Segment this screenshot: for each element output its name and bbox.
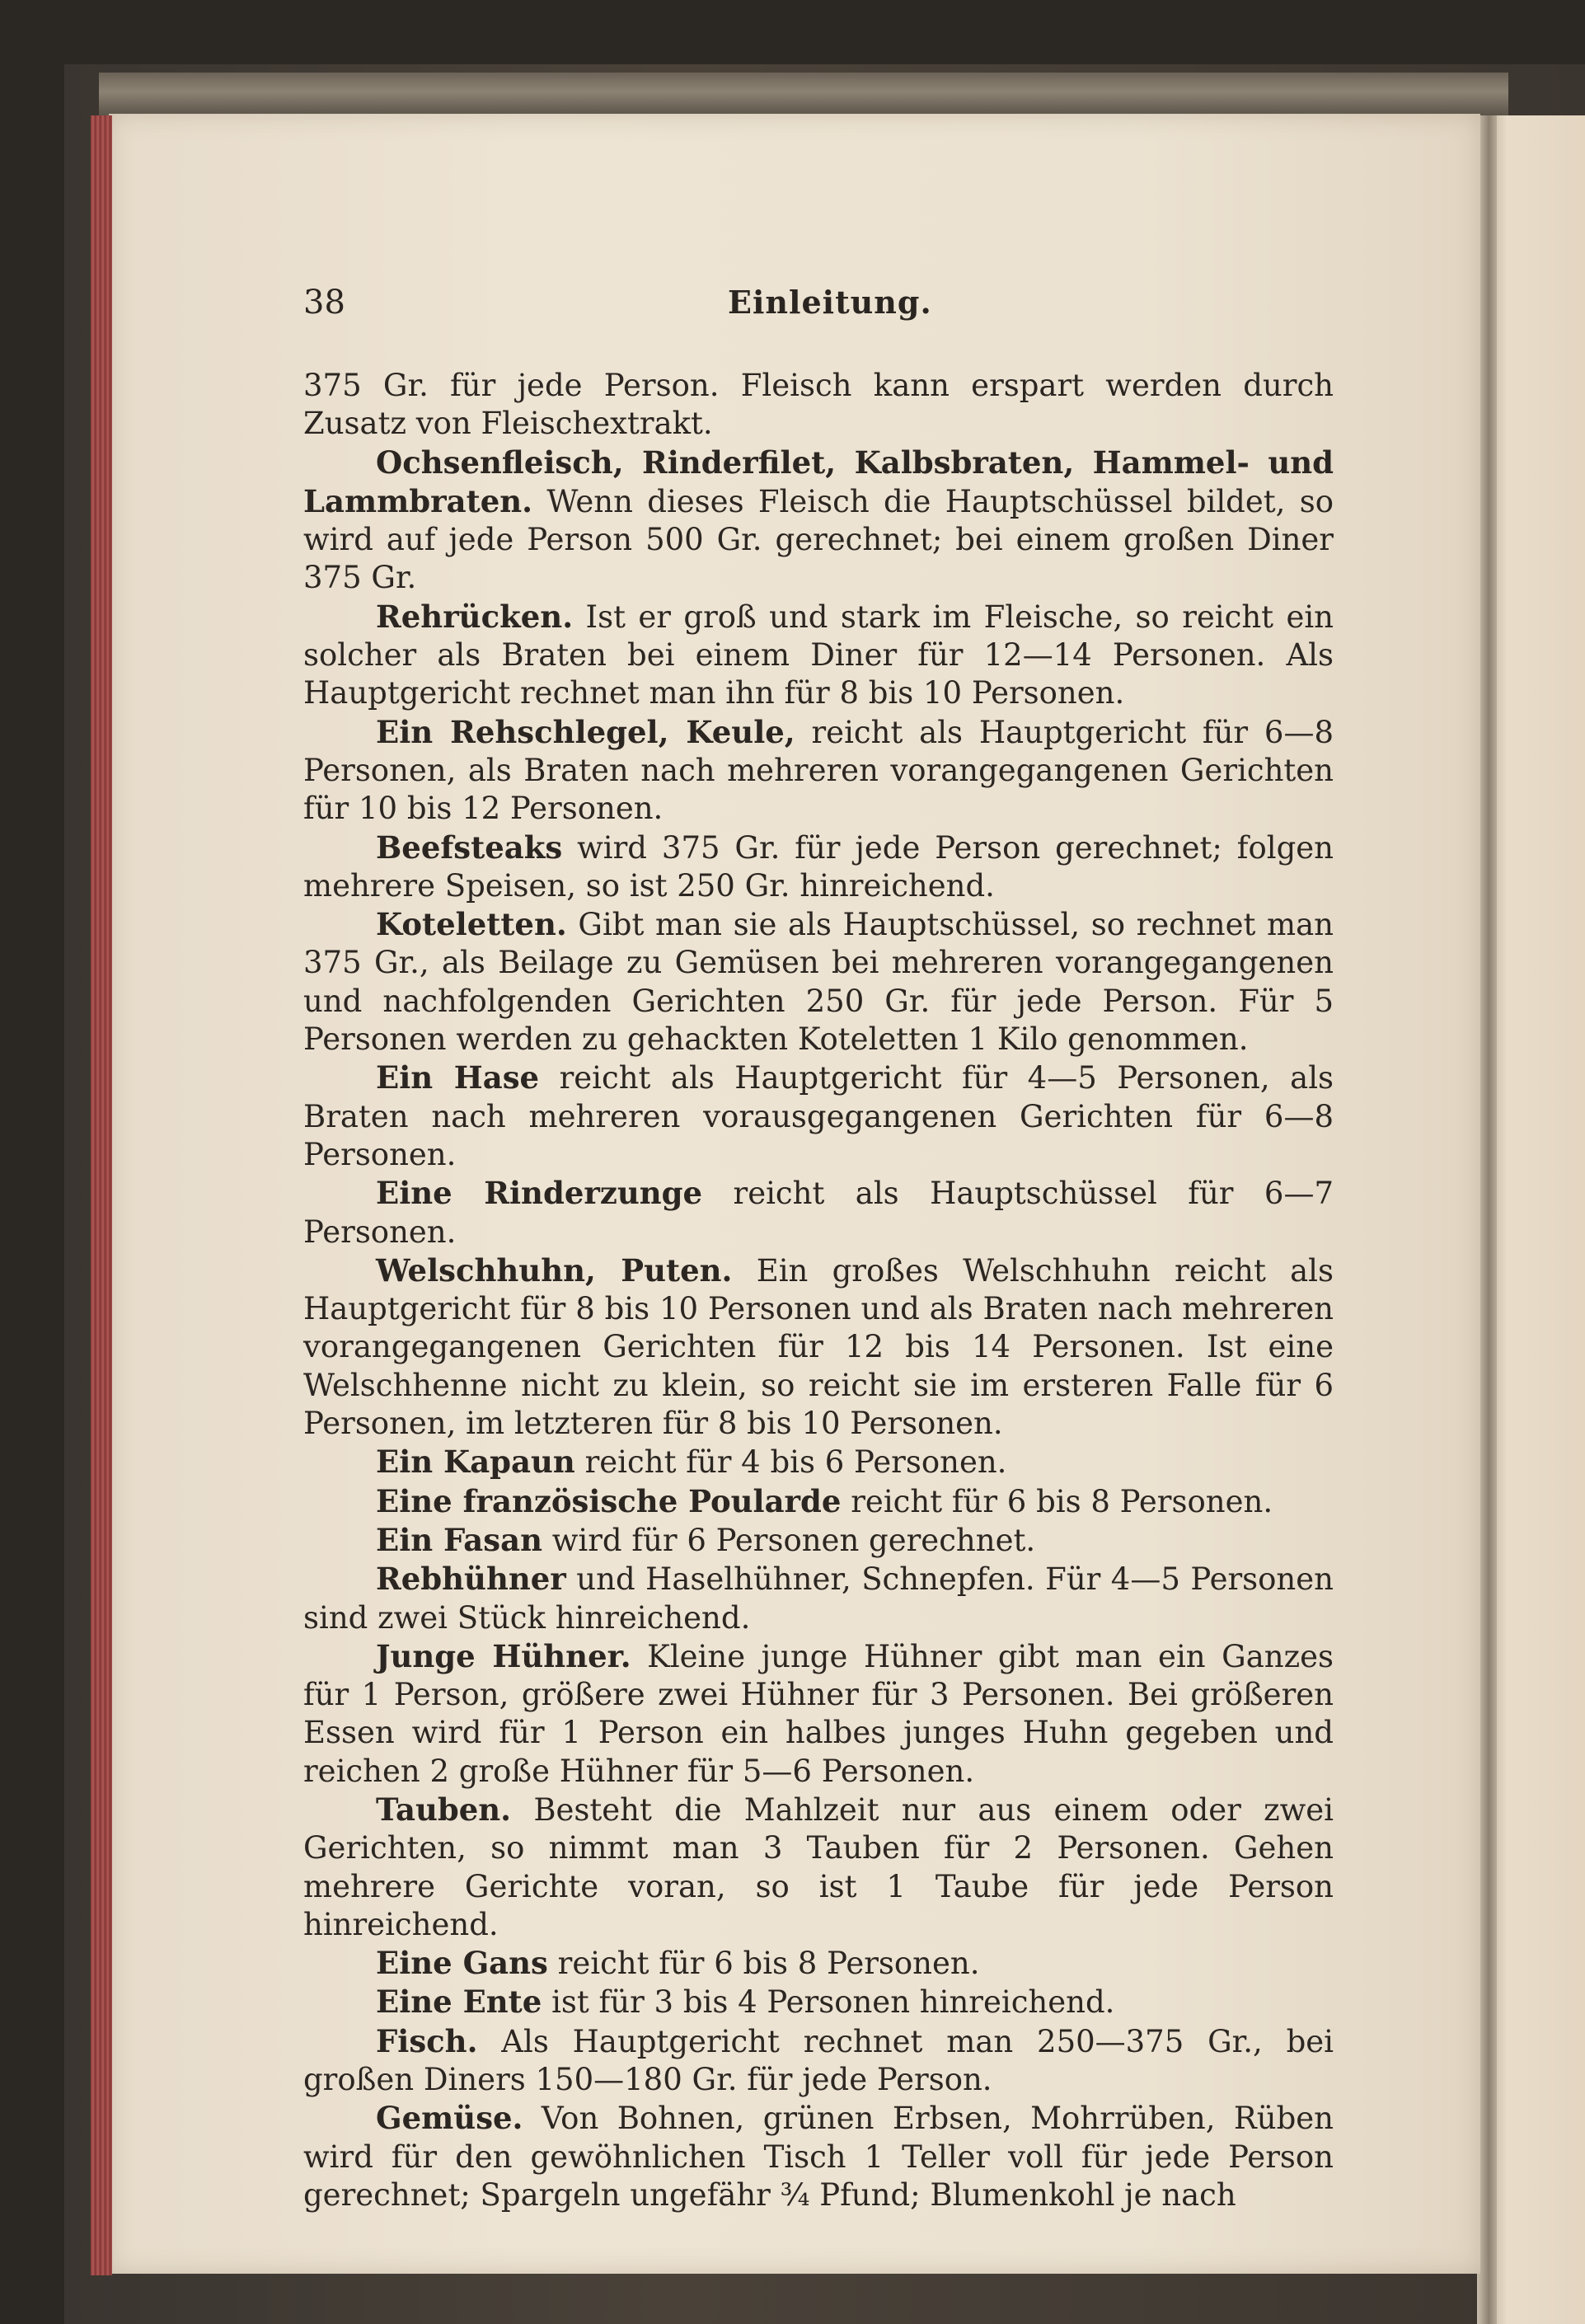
paragraph-text: wird 375 Gr. für jede Person gerechnet; folgen mehrere Speisen, so ist 250 Gr. hinreichend. xyxy=(303,829,1334,904)
facing-page-edge xyxy=(1490,115,1585,2324)
paragraph-text: reicht als Hauptgericht für 6—8 Personen, als Braten nach mehreren vorangegangenen Gerichten für 10 bis 12 Personen. xyxy=(303,714,1334,827)
entry-term: Rehrücken. xyxy=(376,598,574,635)
paragraph-12 xyxy=(303,1560,1334,1637)
paragraph-17 xyxy=(303,2022,1334,2100)
entry-term: Fisch. xyxy=(376,2022,478,2059)
page-body xyxy=(303,367,1334,2214)
entry-term: Eine französische Poularde xyxy=(376,1482,842,1519)
paragraph-text: Gibt man sie als Hauptschüssel, so rechnet man 375 Gr., als Beilage zu Gemüsen bei mehreren vorangegangenen und nachfolgenden Gerichten 250 Gr. für jede Person. Für 5 Personen werden zu gehackten Koteletten 1 Kilo genommen. xyxy=(303,907,1334,1058)
paragraph-text: Als Hauptgericht rechnet man 250—375 Gr., bei großen Diners 150—180 Gr. für jede Person. xyxy=(303,2023,1334,2098)
paragraph-16 xyxy=(303,1983,1334,2021)
paragraph-13 xyxy=(303,1637,1334,1791)
entry-term: Eine Rinderzunge xyxy=(376,1175,703,1212)
paragraph-text: ist für 3 bis 4 Personen hinreichend. xyxy=(551,1984,1115,2021)
entry-term: Ein Fasan xyxy=(376,1521,542,1558)
paragraph-text: wird für 6 Personen gerechnet. xyxy=(551,1522,1036,1558)
paragraph-text: reicht für 6 bis 8 Personen. xyxy=(851,1483,1273,1519)
paragraph-14 xyxy=(303,1791,1334,1944)
paragraph-18 xyxy=(303,2099,1334,2214)
paragraph-text: Ist er groß und stark im Fleische, so reicht ein solcher als Braten bei einem Diner für 12—14 Personen. Als Hauptgericht rechnet man ihn für 8 bis 10 Personen. xyxy=(303,599,1334,711)
entry-term: Welschhuhn, Puten. xyxy=(376,1251,733,1289)
paragraph-text: Kleine junge Hühner gibt man ein Ganzes für 1 Person, größere zwei Hühner für 3 Personen. Bei größeren Essen wird für 1 Person ein halbes junges Huhn gegeben und reichen 2 große Hühner für 5—6 Personen. xyxy=(303,1638,1334,1789)
entry-term: Rebhühner xyxy=(376,1561,566,1598)
paragraph-4 xyxy=(303,829,1334,906)
paragraph-3 xyxy=(303,713,1334,829)
entry-term: Gemüse. xyxy=(376,2100,523,2137)
paragraph-8 xyxy=(303,1251,1334,1443)
entry-term: Ochsenfleisch, Rinderfilet, Kalbsbraten, Hammel- und Lammbraten. xyxy=(303,444,1334,519)
entry-term: Ein Hase xyxy=(376,1059,540,1096)
paragraph-9 xyxy=(303,1443,1334,1481)
paragraph-text: 375 Gr. für jede Person. Fleisch kann erspart werden durch Zusatz von Fleischextrakt. xyxy=(303,368,1334,442)
paragraph-10 xyxy=(303,1482,1334,1521)
entry-term: Eine Ente xyxy=(376,1984,542,2021)
paragraph-text: Wenn dieses Fleisch die Hauptschüssel bildet, so wird auf jede Person 500 Gr. gerechnet; bei einem großen Diner 375 Gr. xyxy=(303,483,1334,596)
page-number: 38 xyxy=(303,284,345,322)
entry-term: Ein Kapaun xyxy=(376,1444,575,1481)
paragraph-6 xyxy=(303,1059,1334,1174)
paragraph-0 xyxy=(303,367,1334,444)
paragraph-2 xyxy=(303,598,1334,713)
paragraph-text: reicht für 6 bis 8 Personen. xyxy=(557,1946,980,1982)
entry-term: Koteletten. xyxy=(376,906,567,943)
paragraph-text: Besteht die Mahlzeit nur aus einem oder zwei Gerichten, so nimmt man 3 Tauben für 2 Personen. Gehen mehrere Gerichte voran, so ist 1 Taube für jede Person hinreichend. xyxy=(303,1791,1334,1942)
paragraph-11 xyxy=(303,1521,1334,1560)
paragraph-text: reicht als Hauptschüssel für 6—7 Personen. xyxy=(303,1176,1334,1250)
entry-term: Ein Rehschlegel, Keule, xyxy=(376,713,795,750)
entry-term: Eine Gans xyxy=(376,1945,548,1982)
entry-term: Tauben. xyxy=(376,1791,512,1828)
paragraph-text: reicht als Hauptgericht für 4—5 Personen, als Braten nach mehreren vorausgegangenen Gerichten für 6—8 Personen. xyxy=(303,1060,1334,1172)
paragraph-1 xyxy=(303,444,1334,598)
paragraph-5 xyxy=(303,905,1334,1059)
entry-term: Beefsteaks xyxy=(376,829,563,866)
paragraph-text: Ein großes Welschhuhn reicht als Hauptgericht für 8 bis 10 Personen und als Braten nach mehreren vorangegangenen Gerichten für 12 bis 14 Personen. Ist eine Welschhenne nicht zu klein, so reicht sie im ersteren Falle für 6 Personen, im letzteren für 8 bis 10 Personen. xyxy=(303,1252,1334,1442)
paragraph-text: Von Bohnen, grünen Erbsen, Mohrrüben, Rüben wird für den gewöhnlichen Tisch 1 Teller voll für jede Person gerechnet; Spargeln ungefähr ¾ Pfund; Blumenkohl je nach xyxy=(303,2101,1334,2213)
paragraph-7 xyxy=(303,1174,1334,1251)
running-header xyxy=(303,280,1334,330)
paragraph-text: reicht für 4 bis 6 Personen. xyxy=(584,1444,1007,1481)
paragraph-15 xyxy=(303,1944,1334,1983)
entry-term: Junge Hühner. xyxy=(376,1637,631,1674)
paragraph-text: und Haselhühner, Schnepfen. Für 4—5 Personen sind zwei Stück hinreichend. xyxy=(303,1561,1334,1636)
chapter-title: Einleitung. xyxy=(728,284,932,321)
red-page-edges xyxy=(91,115,112,2275)
